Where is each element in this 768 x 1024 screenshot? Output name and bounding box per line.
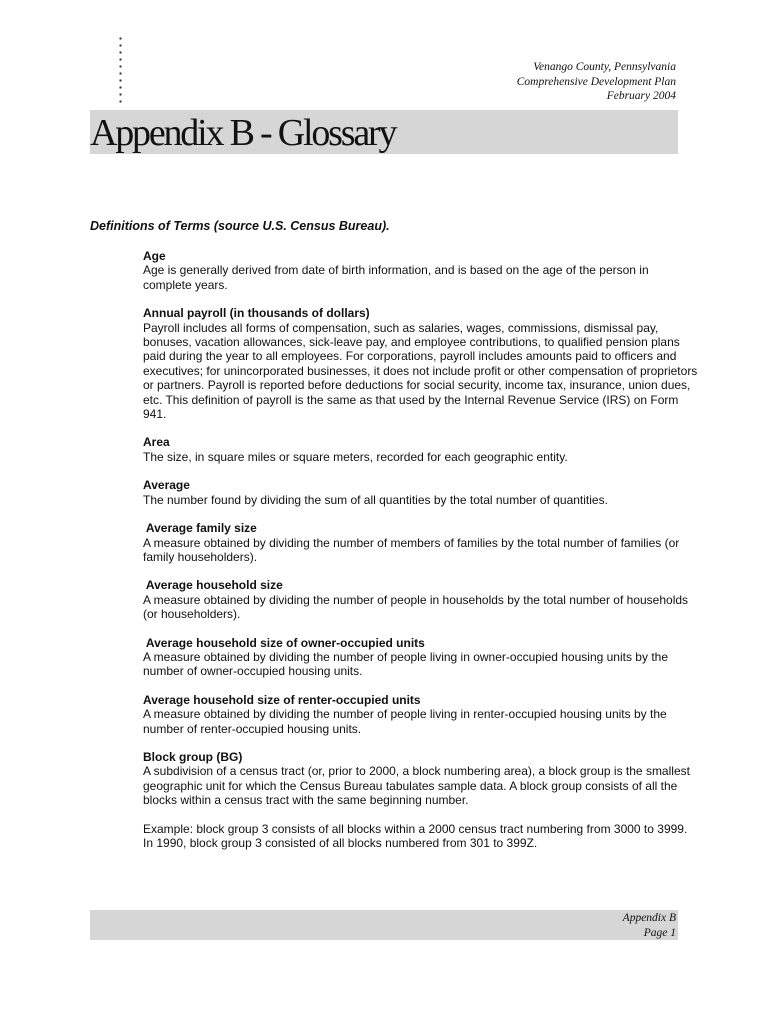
- term-title: Age: [143, 249, 166, 263]
- term-title: Average: [143, 478, 190, 493]
- term-title: Average household size of renter-occupied units: [143, 692, 421, 707]
- footer-bar: [90, 910, 678, 940]
- term-definition: A measure obtained by dividing the number of people living in renter-occupied housing units by the number of renter-occupied housing units.: [143, 707, 667, 736]
- glossary-term: [143, 578, 698, 621]
- document-header: [517, 60, 676, 104]
- term-definition: Example: block group 3 consists of all blocks within a 2000 census tract numbering from 3000 to 3999. In 1990, block group 3 consisted of all blocks numbered from 301 to 399Z.: [143, 821, 688, 850]
- term-title: Average household size of owner-occupied units: [143, 635, 425, 650]
- glossary-term: [143, 435, 698, 464]
- header-date: February 2004: [606, 90, 676, 102]
- term-definition: A measure obtained by dividing the number of people in households by the total number of households (or householders).: [143, 592, 689, 622]
- document-footer: [623, 911, 676, 940]
- footer-appendix: Appendix B: [622, 912, 676, 924]
- term-definition: Age is generally derived from date of birth information, and is based on the age of the person in complete years.: [143, 263, 649, 292]
- decorative-dot-column: [119, 35, 122, 105]
- term-definition: A measure obtained by dividing the number of people living in owner-occupied housing units by the number of owner-occupied housing units.: [143, 649, 668, 679]
- term-definition: The size, in square miles or square meters, recorded for each geographic entity.: [143, 449, 568, 464]
- glossary-term: [143, 306, 698, 421]
- glossary-term: [143, 521, 698, 564]
- term-title: Annual payroll (in thousands of dollars): [143, 306, 370, 321]
- term-definition: The number found by dividing the sum of all quantities by the total number of quantities.: [143, 492, 608, 507]
- term-title: Average household size: [143, 578, 283, 593]
- term-definition: A subdivision of a census tract (or, prior to 2000, a block numbering area), a block group is the smallest geographic unit for which the Census Bureau tabulates sample data. A block group consists of all the blocks within a census tract with the same beginning number.: [143, 764, 690, 808]
- glossary-term: [143, 249, 698, 292]
- glossary-term: [143, 636, 698, 679]
- term-title: Average family size: [143, 521, 257, 536]
- glossary-term: [143, 478, 698, 507]
- header-plan-name: Comprehensive Development Plan: [516, 75, 676, 88]
- section-heading: Definitions of Terms (source U.S. Census Bureau).: [90, 219, 390, 233]
- header-county: Venango County, Pennsylvania: [533, 61, 676, 73]
- term-definition: A measure obtained by dividing the number of members of families by the total number of families (or family householders).: [143, 535, 680, 564]
- page-title: Appendix B - Glossary: [90, 112, 396, 154]
- glossary-term: [143, 693, 698, 736]
- term-title: Block group (BG): [143, 749, 243, 764]
- term-definition: Payroll includes all forms of compensation, such as salaries, wages, commissions, dismissal pay, bonuses, vacation allowances, sick-leave pay, and employee contributions, to qualified pension plans paid during the year to all employees. For corporations, payroll includes amounts paid to officers and executives; for unincorporated businesses, it does not include profit or other compensation of proprietors or partners. Payroll is reported before deductions for social security, income tax, insurance, union dues, etc. This definition of payroll is the same as that used by the Internal Revenue Service (IRS) on Form 941.: [143, 320, 698, 422]
- glossary-terms-list: [143, 249, 698, 864]
- term-title: Area: [143, 435, 170, 450]
- glossary-term: [143, 750, 698, 850]
- footer-page-number: Page 1: [643, 926, 676, 939]
